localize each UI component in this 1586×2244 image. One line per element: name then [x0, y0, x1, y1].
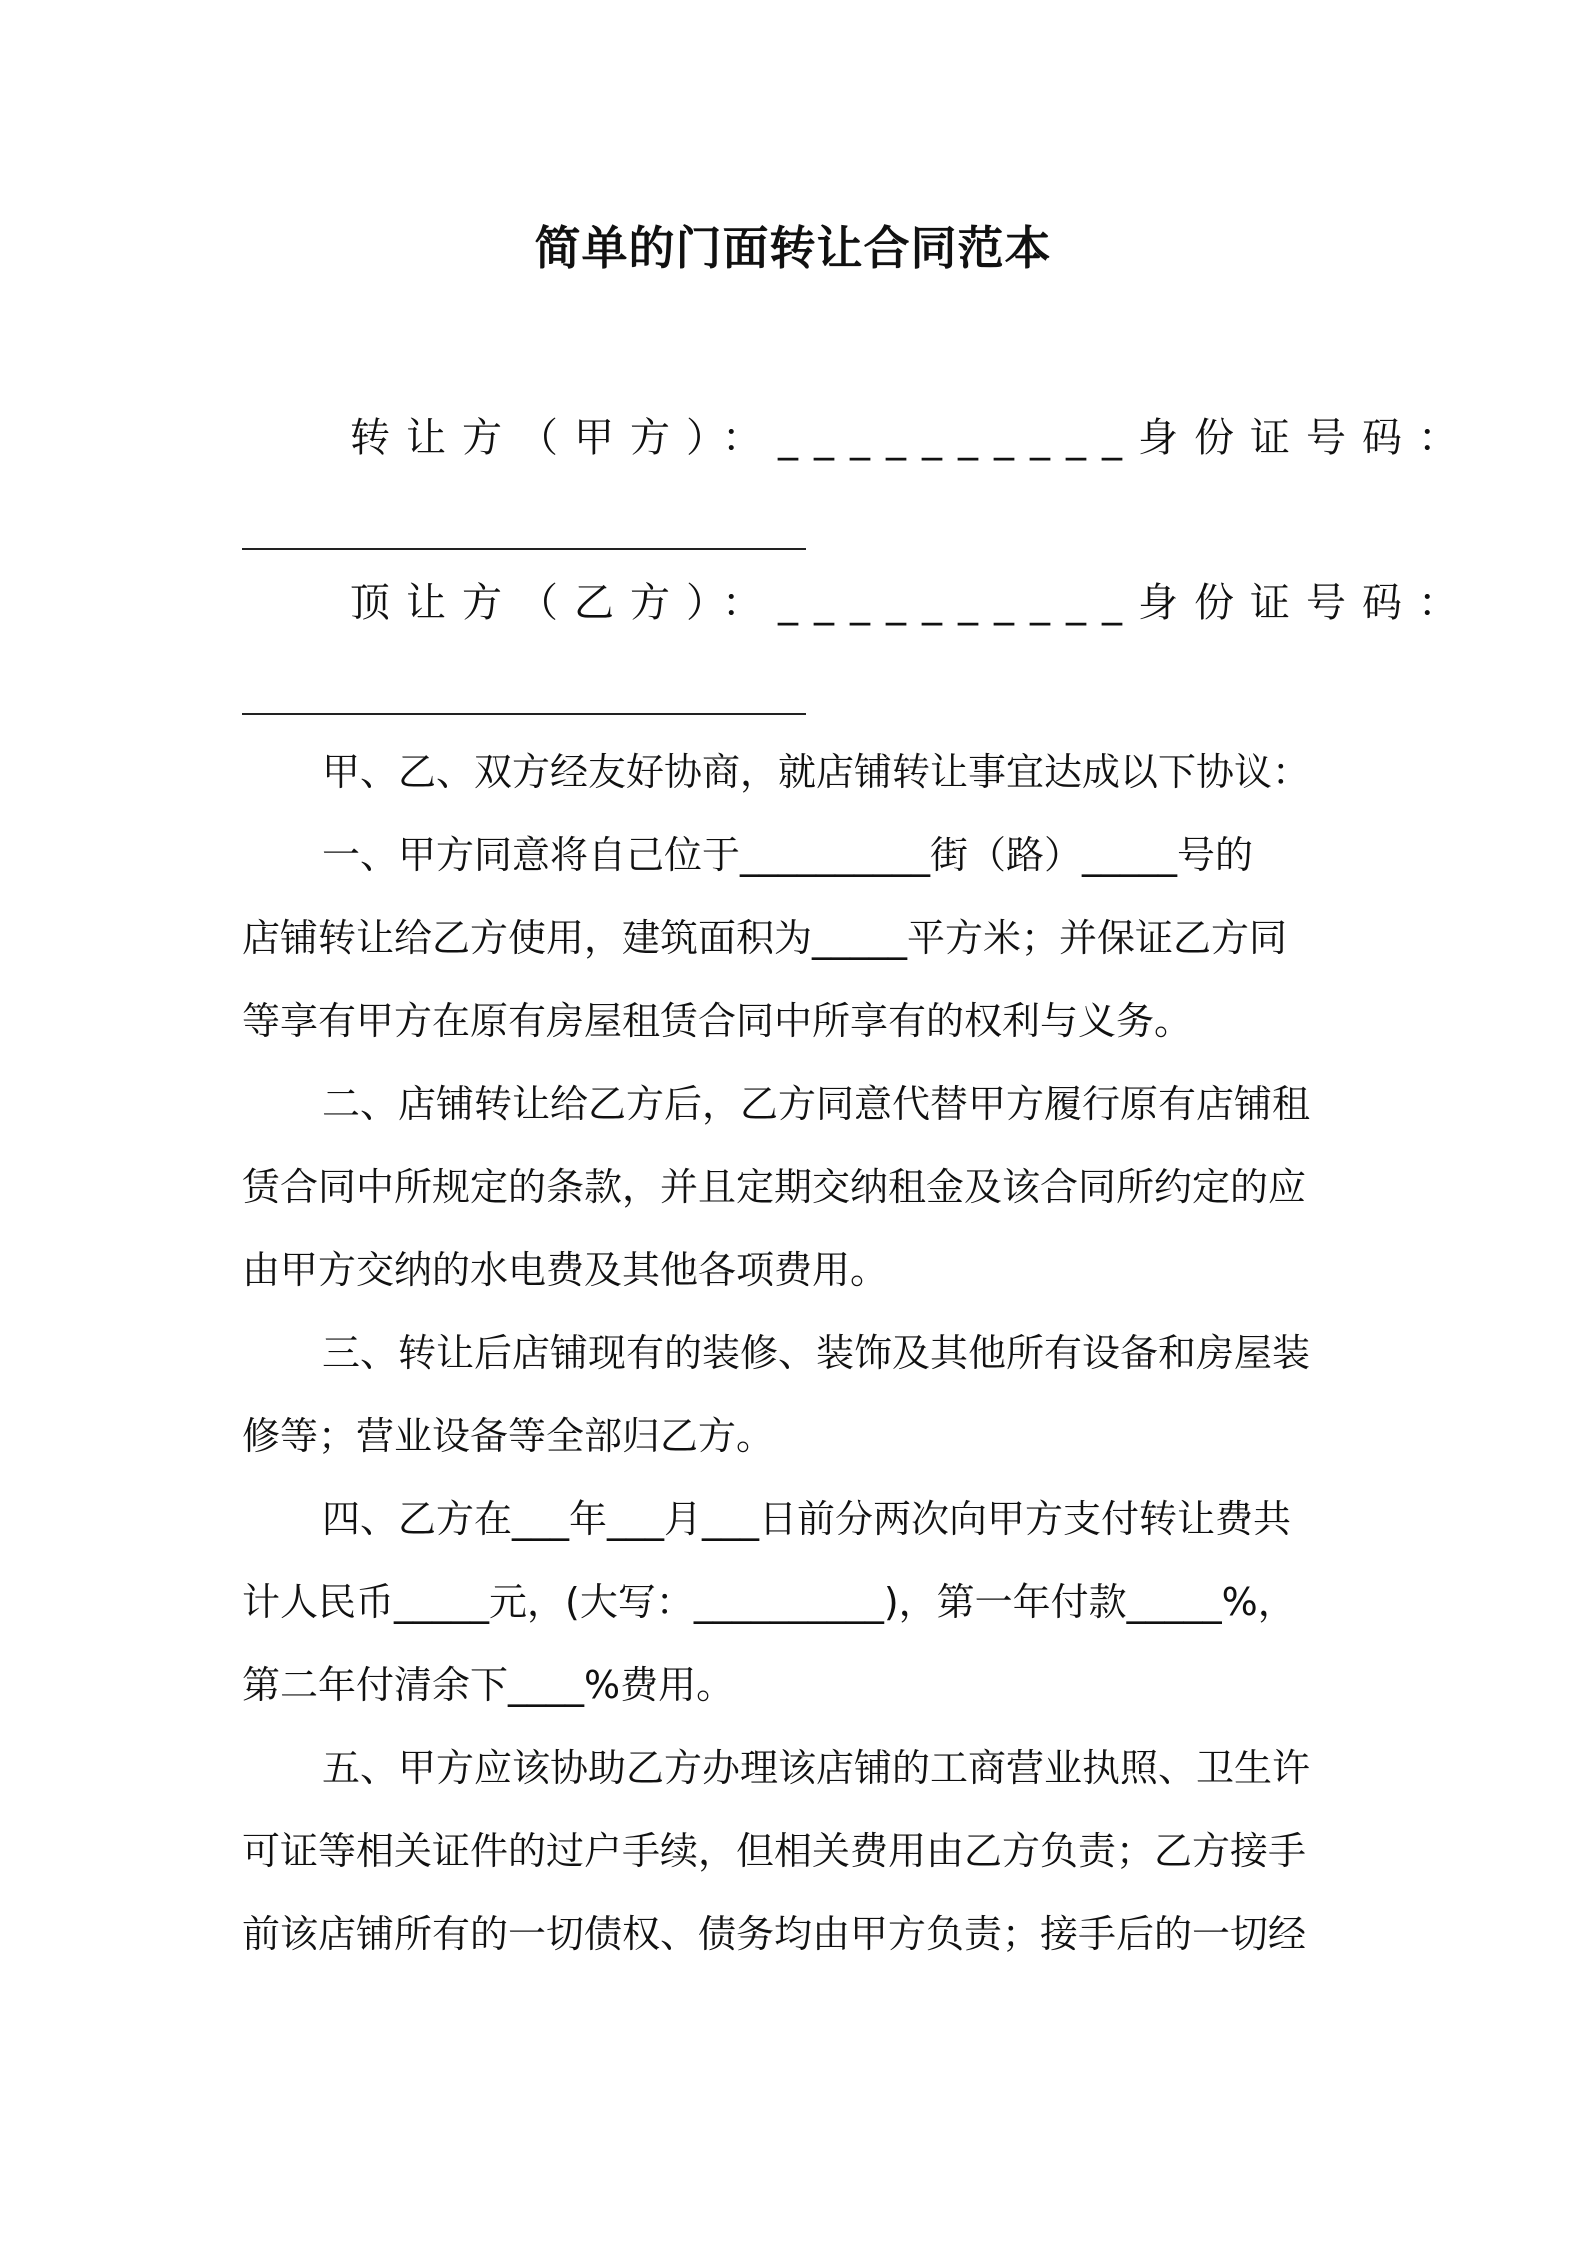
party-a-id-blank — [242, 548, 806, 550]
party-b-label: 顶让方（乙方）：__________ — [350, 580, 1138, 626]
text-line: 赁合同中所规定的条款，并且定期交纳租金及该合同所约定的应 — [242, 1165, 1307, 1209]
text-line: 等享有甲方在原有房屋租赁合同中所享有的权利与义务。 — [242, 999, 1193, 1043]
text-line: 一、甲方同意将自己位于__________街（路）_____号的 — [322, 833, 1254, 877]
party-b-line — [350, 573, 1474, 633]
party-b-id-blank — [242, 713, 806, 715]
text-line: 可证等相关证件的过户手续，但相关费用由乙方负责；乙方接手 — [242, 1829, 1307, 1873]
party-a-label: 转让方（甲方）：__________ — [350, 415, 1138, 461]
party-b-id-label: 身份证号码： — [1138, 580, 1474, 626]
text-line: 二、店铺转让给乙方后，乙方同意代替甲方履行原有店铺租 — [322, 1082, 1311, 1126]
text-line: 计人民币_____元，(大写：__________)，第一年付款_____%， — [242, 1580, 1296, 1624]
party-a-id-label: 身份证号码： — [1138, 415, 1474, 461]
text-line: 三、转让后店铺现有的装修、装饰及其他所有设备和房屋装 — [322, 1331, 1311, 1375]
text-line: 五、甲方应该协助乙方办理该店铺的工商营业执照、卫生许 — [322, 1746, 1311, 1790]
party-a-line — [350, 408, 1474, 468]
text-line: 第二年付清余下____%费用。 — [242, 1663, 735, 1707]
text-line: 由甲方交纳的水电费及其他各项费用。 — [242, 1248, 889, 1292]
page-title: 简单的门面转让合同范本 — [534, 221, 1052, 275]
text-line: 四、乙方在___年___月___日前分两次向甲方支付转让费共 — [322, 1497, 1292, 1541]
text-line: 前该店铺所有的一切债权、债务均由甲方负责；接手后的一切经 — [242, 1912, 1307, 1956]
text-line: 甲、乙、双方经友好协商，就店铺转让事宜达成以下协议： — [322, 750, 1311, 794]
text-line: 店铺转让给乙方使用，建筑面积为_____平方米；并保证乙方同 — [242, 916, 1288, 960]
text-line: 修等；营业设备等全部归乙方。 — [242, 1414, 775, 1458]
